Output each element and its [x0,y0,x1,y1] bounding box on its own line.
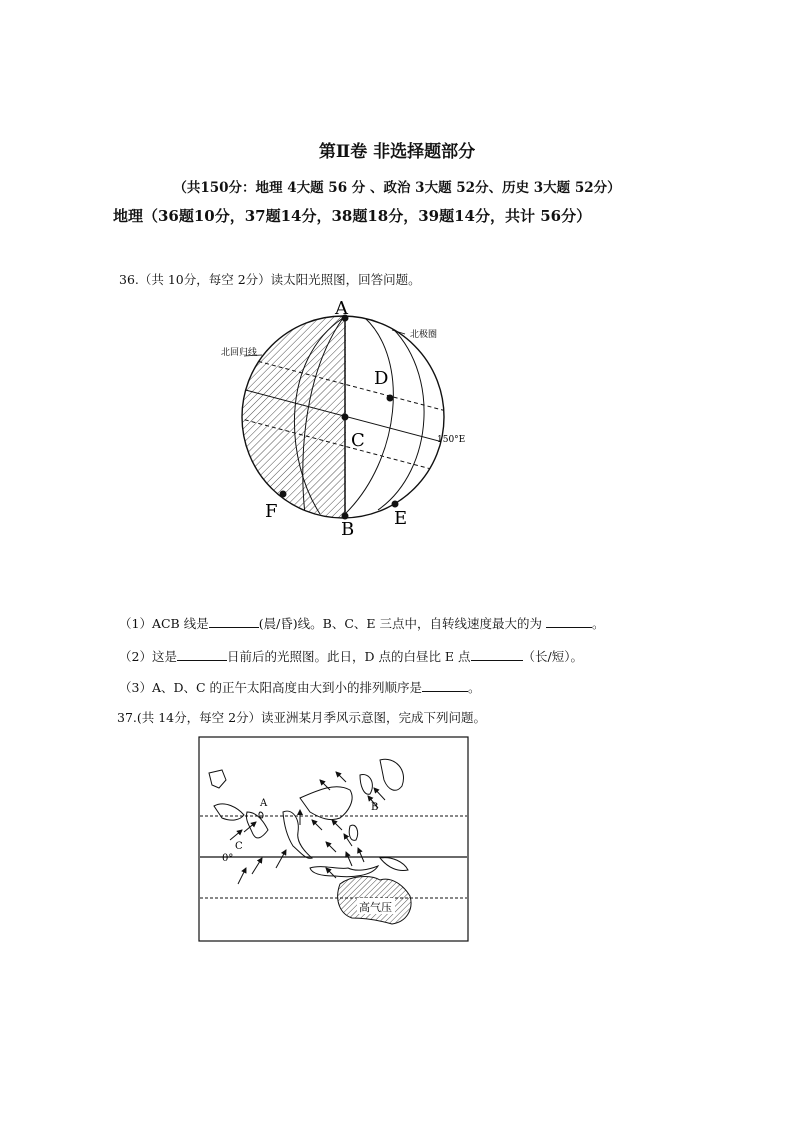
answer-blank[interactable] [546,615,592,628]
geography-score-note: 地理（36题10分，37题14分，38题18分，39题14分，共计 56分） [113,207,592,225]
label-D: D [374,368,389,389]
label-C: C [235,841,243,852]
answer-blank[interactable] [177,648,227,661]
section-subtitle: （共150分：地理 4大题 56 分 、政治 3大题 52分、历史 3大题 52分） [173,180,621,196]
question-36-stem: 36.（共 10分，每空 2分）读太阳光照图，回答问题。 [119,272,421,287]
label-A: A [335,298,348,319]
label-B: B [371,802,379,813]
meridian-4 [378,324,424,510]
label-arctic-circle: 北极圈 [410,330,438,340]
label-A: A [260,798,268,809]
question-37-stem: 37.(共 14分，每空 2分）读亚洲某月季风示意图，完成下列问题。 [117,710,487,725]
point-E [392,501,399,508]
asian-monsoon-map [196,735,472,944]
label-equator: 0° [222,853,234,864]
q36-sub-2: （2）这是 日前后的光照图。此日，D 点的白昼比 E 点 （长/短）。 [119,649,583,664]
answer-blank[interactable] [471,648,523,661]
q36-sub-1: （1）ACB 线是 (晨/昏)线。B、C、E 三点中，自转线速度最大的为 。 [119,616,605,631]
sunlight-illumination-diagram [210,292,490,542]
label-B: B [341,519,355,540]
label-high-pressure: 高气压 [359,901,392,914]
section-title: 第Ⅱ卷 非选择题部分 [318,142,476,162]
answer-blank[interactable] [209,615,259,628]
q36-sub-3: （3）A、D、C 的正午太阳高度由大到小的排列顺序是 。 [119,680,481,695]
label-150e: 150°E [437,435,466,445]
label-E: E [394,508,408,529]
point-D [387,395,394,402]
map-frame [199,737,468,941]
answer-blank[interactable] [422,679,468,692]
point-F [280,491,287,498]
label-tropic-of-cancer: 北回归线 [221,348,258,358]
label-C: C [351,430,365,451]
meridian-3 [345,318,393,514]
label-F: F [265,501,278,522]
point-C [342,414,349,421]
